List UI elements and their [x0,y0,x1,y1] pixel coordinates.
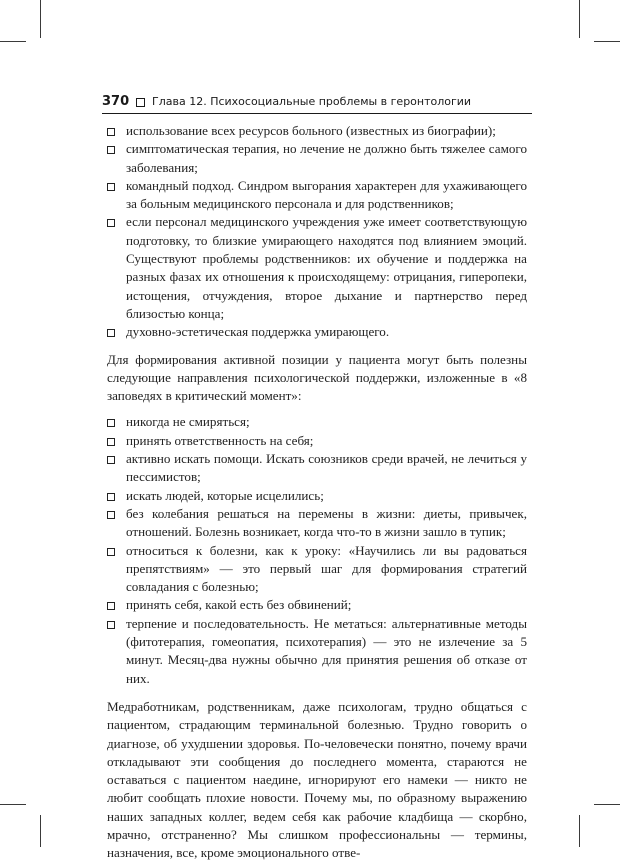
crop-mark-top-right-horizontal [594,41,620,42]
list-item: если персонал медицинского учреждения уже имеет соответствующую подготовку, то близкие умирающего находятся под влиянием эмоций. Существуют проблемы родственников: их обучение и поддержка на разных фазах их отношения к происходящему: отрицания, гиперопеки, истощения, отчуждения, второе дыхание и партнерство перед близостью конца; [107,213,527,323]
header-rule [102,113,532,114]
bullet-list-commandments [107,413,527,687]
paragraph-commandments-intro: Для формирования активной позиции у пациента могут быть полезны следующие направления психологической поддержки, изложенные в «8 заповедях в критический момент»: [107,351,527,404]
crop-mark-top-left-horizontal [0,41,26,42]
list-item: относиться к болезни, как к уроку: «Научились ли вы радоваться препятствиям» — это первый шаг для формирования стратегий совладания с болезнью; [107,542,527,597]
page-number: 370 [102,94,130,109]
list-item: симптоматическая терапия, но лечение не должно быть тяжелее самого заболевания; [107,140,527,177]
header-square-bullet-icon [136,98,145,107]
list-item: никогда не смиряться; [107,413,527,431]
list-item: принять себя, какой есть без обвинений; [107,596,527,614]
paragraph-communication: Медработникам, родственникам, даже психологам, трудно общаться с пациентом, страдающим терминальной болезнью. Трудно говорить о диагнозе, об ухудшении здоровья. По-человечески понятно, почему врачи откладывают эти сообщения до последнего момента, стараются не оставаться с пациентом наедине, игнорируют его намеки — никто не любит сообщать плохие новости. Почему мы, по образному выражению наших западных коллег, ведем себя как рабочие кладбища — скорбно, мрачно, отстраненно? Мы слишком профессиональны — термины, назначения, все, кроме эмоционального отве- [107,698,527,861]
running-header [102,92,532,114]
list-item: принять ответственность на себя; [107,432,527,450]
chapter-title: Глава 12. Психосоциальные проблемы в геронтологии [152,95,472,108]
list-item: искать людей, которые исцелились; [107,487,527,505]
list-item: активно искать помощи. Искать союзников среди врачей, не лечиться у пессимистов; [107,450,527,487]
list-item: терпение и последовательность. Не метаться: альтернативные методы (фитотерапия, гомеопатия, психотерапия) — это не излечение за 5 минут. Месяц-два нужны обычно для принятия решения об отказе от них. [107,615,527,688]
list-item: духовно-эстетическая поддержка умирающего. [107,323,527,341]
crop-mark-bottom-left-vertical [40,815,41,847]
crop-mark-bottom-left-horizontal [0,804,26,805]
list-item: без колебания решаться на перемены в жизни: диеты, привычек, отношений. Болезнь возникает, когда что-то в жизни зашло в тупик; [107,505,527,542]
bullet-list-principles [107,122,527,342]
list-item: командный подход. Синдром выгорания характерен для ухаживающего за больным медицинского персонала и для родственников; [107,177,527,214]
list-item: использование всех ресурсов больного (известных из биографии); [107,122,527,140]
crop-mark-top-left-vertical [40,0,41,38]
crop-mark-top-right-vertical [579,0,580,38]
crop-mark-bottom-right-horizontal [594,804,620,805]
crop-mark-bottom-right-vertical [579,815,580,847]
page-body [107,122,527,863]
